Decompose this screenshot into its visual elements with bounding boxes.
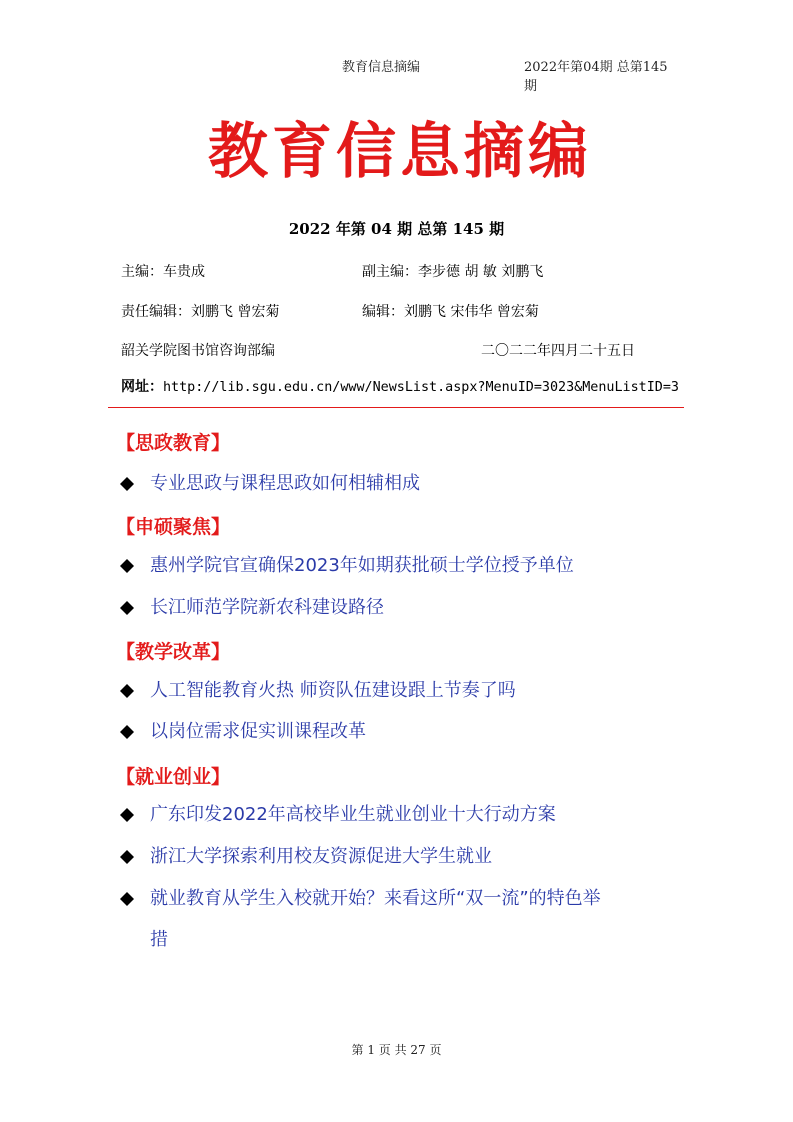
diamond-icon bbox=[120, 601, 134, 615]
section-title-ideology: 【思政教育】 bbox=[116, 432, 231, 454]
header-divider bbox=[108, 407, 684, 408]
section-title-employment: 【就业创业】 bbox=[116, 766, 231, 788]
responsible-editors: 责任编辑：刘鹏飞 曾宏菊 bbox=[121, 304, 280, 320]
chief-editor: 主编：车贵成 bbox=[121, 264, 205, 280]
running-header bbox=[342, 56, 672, 94]
diamond-icon bbox=[120, 850, 134, 864]
diamond-icon bbox=[120, 808, 134, 822]
article-link[interactable]: 惠州学院官宣确保2023年如期获批硕士学位授予单位 bbox=[150, 555, 574, 576]
deputy-editors: 副主编：李步德 胡 敏 刘鹏飞 bbox=[362, 264, 544, 280]
website-link[interactable]: http://lib.sgu.edu.cn/www/NewsList.aspx?MenuID=3023&MenuListID=3 bbox=[163, 380, 679, 395]
website-line bbox=[121, 376, 689, 396]
article-link[interactable]: 专业思政与课程思政如何相辅相成 bbox=[150, 473, 420, 494]
masthead-title: 教育信息摘编 bbox=[208, 117, 592, 187]
website-label: 网址： bbox=[121, 379, 163, 395]
diamond-icon bbox=[120, 892, 134, 906]
diamond-icon bbox=[120, 559, 134, 573]
running-header-issue: 2022年第04期 总第145期 bbox=[524, 60, 668, 94]
editors: 编辑：刘鹏飞 宋伟华 曾宏菊 bbox=[362, 304, 539, 320]
section-title-teaching-reform: 【教学改革】 bbox=[116, 641, 231, 663]
article-link[interactable]: 就业教育从学生入校就开始？来看这所“双一流”的特色举 bbox=[150, 888, 601, 909]
article-link[interactable]: 浙江大学探索利用校友资源促进大学生就业 bbox=[150, 846, 492, 867]
article-link[interactable]: 措 bbox=[150, 929, 168, 950]
page-footer: 第 1 页 共 27 页 bbox=[351, 1043, 442, 1057]
diamond-icon bbox=[120, 684, 134, 698]
publish-date: 二〇二二年四月二十五日 bbox=[481, 343, 635, 359]
section-title-master-degree: 【申硕聚焦】 bbox=[116, 516, 231, 538]
article-link[interactable]: 广东印发2022年高校毕业生就业创业十大行动方案 bbox=[150, 804, 556, 825]
article-link[interactable]: 长江师范学院新农科建设路径 bbox=[150, 597, 384, 618]
article-link[interactable]: 以岗位需求促实训课程改革 bbox=[150, 721, 366, 742]
diamond-icon bbox=[120, 477, 134, 491]
issue-line: 2022 年第 04 期 总第 145 期 bbox=[288, 220, 505, 238]
organization: 韶关学院图书馆咨询部编 bbox=[121, 343, 275, 359]
article-link[interactable]: 人工智能教育火热 师资队伍建设跟上节奏了吗 bbox=[150, 680, 516, 701]
running-header-title: 教育信息摘编 bbox=[342, 60, 421, 75]
diamond-icon bbox=[120, 725, 134, 739]
